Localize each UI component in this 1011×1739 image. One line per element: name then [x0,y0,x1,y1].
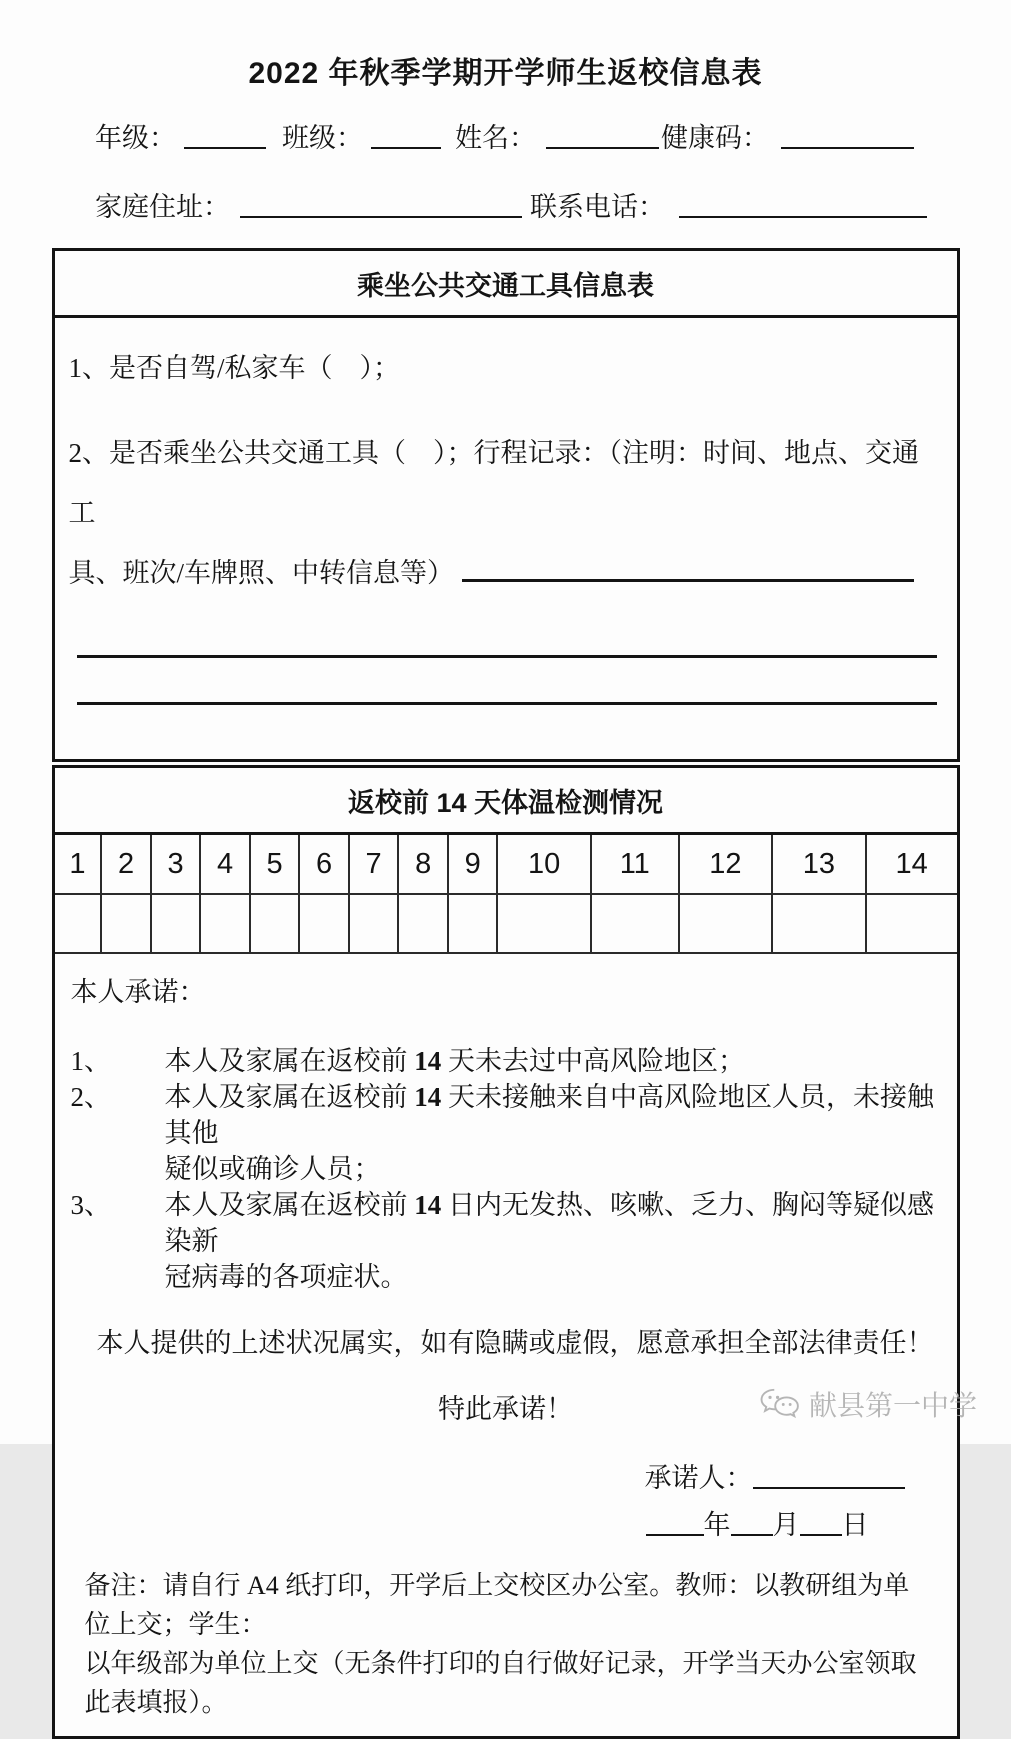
day-header-cell: 4 [200,835,250,894]
month-label: 月 [772,1510,800,1540]
footer-watermark [758,1384,977,1424]
text-segment: 日内无发热、咳嗽、乏力、胸闷等疑似感染新 [164,1190,934,1256]
day-header-cell: 6 [299,835,349,894]
temperature-entry-cell [349,894,399,953]
commitment-section [55,954,957,1736]
class-fill-line [371,123,441,149]
phone-field-label: 联系电话： [530,192,665,222]
transport-item-2-line-2: 具、班次/车牌照、中转信息等） [68,558,455,588]
day-label: 日 [841,1510,869,1540]
spacer [69,705,943,759]
temperature-entry-cell [250,894,300,953]
day-header-cell: 5 [250,835,300,894]
commitment-list [71,1043,941,1295]
day-header-cell: 7 [349,835,399,894]
day-header-cell: 12 [679,835,773,894]
month-fill-line [731,1510,773,1536]
header-fields-row-1 [95,116,1011,155]
temperature-section-title: 返校前 14 天体温检测情况 [55,768,957,835]
temperature-table-header-row [55,835,957,894]
signer-label: 承诺人： [644,1463,753,1493]
truth-declaration: 本人提供的上述状况属实，如有隐瞒或虚假，愿意承担全部法律责任！ [96,1328,934,1358]
remarks-line-1: 备注：请自行 A4 纸打印，开学后上交校区办公室。教师：以教研组为单位上交；学生： [84,1571,910,1639]
transport-section-title: 乘坐公共交通工具信息表 [55,251,957,318]
temperature-entry-cell [772,894,866,953]
commitment-item-1-number: 1、 [70,1046,111,1076]
address-field-label: 家庭住址： [95,192,230,222]
watermark-text: 献县第一中学 [808,1390,977,1421]
year-fill-line [646,1510,704,1536]
day-header-cell: 8 [398,835,448,894]
signer-fill-line [753,1463,905,1489]
bold-number: 14 [414,1046,442,1076]
temperature-entry-cell [200,894,250,953]
temperature-entry-cell [497,894,591,953]
day-header-cell: 10 [497,835,591,894]
trip-record-fill-line [462,564,914,582]
promise-statement: 特此承诺！ [438,1394,573,1424]
temperature-entry-cell [55,894,102,953]
remarks-note [71,1566,941,1736]
day-header-cell: 13 [772,835,866,894]
grade-field-label: 年级： [95,123,176,153]
day-header-cell: 9 [448,835,498,894]
health-code-field-label: 健康码： [661,123,769,153]
day-header-cell: 1 [55,835,102,894]
temperature-entry-cell [591,894,679,953]
name-fill-line [546,123,659,149]
page-title: 2022 年秋季学期开学师生返校信息表 [248,57,763,90]
trip-record-blank-line-1 [77,655,937,658]
health-code-fill-line [781,123,914,149]
temperature-entry-cell [299,894,349,953]
temperature-commitment-box [52,765,960,1739]
commitment-item-3 [71,1187,941,1295]
text-segment: 天未接触来自中高风险地区人员，未接触其他 [164,1082,934,1148]
day-header-cell: 14 [866,835,957,894]
header-fields-row-2 [95,185,1011,224]
transport-item-2 [69,423,943,603]
bold-number: 14 [414,1190,442,1220]
class-field-label: 班级： [282,123,363,153]
phone-fill-line [679,192,927,218]
signer-line [71,1456,941,1495]
commitment-item-2-text [165,1079,941,1187]
day-header-cell: 3 [151,835,201,894]
text-segment: 本人及家属在返校前 [164,1082,415,1112]
text-segment: 本人及家属在返校前 [164,1046,415,1076]
text-segment: 疑似或确诊人员； [164,1154,381,1184]
temperature-entry-cell [866,894,957,953]
temperature-entry-cell [398,894,448,953]
text-segment: 本人及家属在返校前 [164,1190,415,1220]
transport-info-box [52,248,960,762]
name-field-label: 姓名： [455,123,536,153]
transport-section-body [55,318,957,759]
temperature-table-entry-row [55,894,957,953]
grade-fill-line [184,123,266,149]
day-header-cell: 11 [591,835,679,894]
day-fill-line [800,1510,842,1536]
commitment-heading: 本人承诺： [70,977,206,1007]
transport-item-1: 1、是否自驾/私家车（ ）； [68,353,401,383]
temperature-entry-cell [151,894,201,953]
text-segment: 天未去过中高风险地区； [441,1046,745,1076]
transport-item-2-line-1: 2、是否乘坐公共交通工具（ ）；行程记录：（注明：时间、地点、交通工 [68,438,919,528]
temperature-table [55,835,957,954]
year-label: 年 [703,1510,731,1540]
commitment-item-1 [71,1043,941,1079]
address-fill-line [240,192,522,218]
day-header-cell: 2 [101,835,151,894]
date-line [71,1503,941,1542]
commitment-item-2 [71,1079,941,1187]
wechat-logo-icon [758,1387,800,1421]
temperature-entry-cell [101,894,151,953]
commitment-item-3-text [165,1187,941,1295]
commitment-item-3-number: 3、 [70,1190,111,1220]
temperature-entry-cell [679,894,773,953]
bold-number: 14 [414,1082,442,1112]
temperature-entry-cell [448,894,498,953]
commitment-item-1-text [165,1043,941,1079]
remarks-line-2: 以年级部为单位上交（无条件打印的自行做好记录，开学当天办公室领取此表填报）。 [84,1649,917,1717]
commitment-item-2-number: 2、 [70,1082,111,1112]
text-segment: 冠病毒的各项症状。 [164,1262,408,1292]
